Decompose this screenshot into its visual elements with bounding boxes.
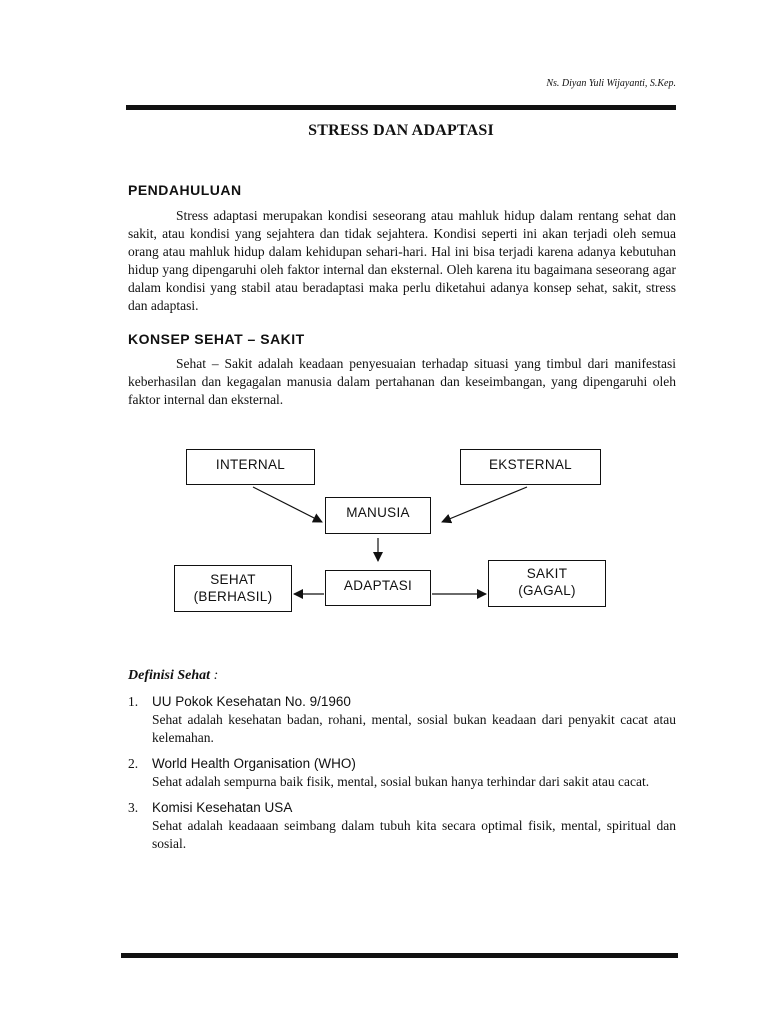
author-credit: Ns. Diyan Yuli Wijayanti, S.Kep. <box>546 78 676 89</box>
list-number: 1. <box>128 694 139 709</box>
diagram-label-sehat: SEHAT <box>210 572 256 587</box>
section-heading-pendahuluan: PENDAHULUAN <box>128 182 242 198</box>
diagram-label-adaptasi: ADAPTASI <box>343 578 413 593</box>
diagram-label-internal: INTERNAL <box>215 457 286 472</box>
definition-source: World Health Organisation (WHO) <box>152 756 356 771</box>
definisi-heading-colon: : <box>210 668 219 683</box>
definition-source: UU Pokok Kesehatan No. 9/1960 <box>152 694 351 709</box>
bottom-rule <box>121 953 678 958</box>
list-item <box>128 693 676 747</box>
list-number: 2. <box>128 756 139 771</box>
diagram-label-gagal: (GAGAL) <box>518 583 576 598</box>
diagram-box-eksternal <box>460 449 601 485</box>
definisi-heading-text: Definisi Sehat <box>128 668 211 683</box>
diagram-box-internal <box>186 449 315 485</box>
definition-text: Sehat adalah keadaaan seimbang dalam tubuh kita secara optimal fisik, mental, spiritual dan sosial. <box>152 818 676 851</box>
diagram-label-berhasil: (BERHASIL) <box>193 589 273 604</box>
diagram-box-sakit <box>488 560 606 607</box>
diagram-box-manusia <box>325 497 431 534</box>
arrow-eksternal-to-manusia <box>442 487 527 522</box>
list-item <box>128 755 676 791</box>
diagram-box-adaptasi <box>325 570 431 606</box>
paragraph-konsep: Sehat – Sakit adalah keadaan penyesuaian terhadap situasi yang timbul dari manifestasi keberhasilan dan kegagalan manusia dalam pertahanan dan keseimbangan, yang dipengaruhi oleh faktor internal dan eksternal. <box>128 356 676 407</box>
definisi-heading <box>128 668 218 684</box>
diagram-box-sehat <box>174 565 292 612</box>
paragraph-pendahuluan: Stress adaptasi merupakan kondisi seseorang atau mahluk hidup dalam rentang sehat dan sakit, atau kondisi yang sejahtera dan tidak sejahtera. Kondisi seperti ini akan terjadi oleh semua orang atau mahluk hidup dalam kehidupan sehari-hari. Hal ini bisa terjadi karena adanya kebutuhan hidup yang dipengaruhi oleh faktor internal dan eksternal. Oleh karena itu bagaimana seseorang agar dalam kondisi yang stabil atau beradaptasi maka perlu diketahui adanya konsep sehat, sakit, stress dan adaptasi. <box>128 208 676 313</box>
top-rule <box>126 105 676 110</box>
document-title: STRESS DAN ADAPTASI <box>308 122 494 139</box>
definition-list <box>128 693 676 861</box>
diagram-label-manusia: MANUSIA <box>346 505 410 520</box>
definition-text: Sehat adalah kesehatan badan, rohani, mental, sosial bukan keadaan dari penyakit cacat atau kelemahan. <box>152 712 676 745</box>
list-number: 3. <box>128 800 139 815</box>
section-heading-konsep: KONSEP SEHAT – SAKIT <box>128 331 305 347</box>
diagram-label-eksternal: EKSTERNAL <box>489 457 572 472</box>
arrow-internal-to-manusia <box>253 487 322 522</box>
definition-text: Sehat adalah sempurna baik fisik, mental, sosial bukan hanya terhindar dari sakit atau cacat. <box>152 774 650 789</box>
diagram-label-sakit: SAKIT <box>526 566 568 581</box>
definition-source: Komisi Kesehatan USA <box>152 800 293 815</box>
list-item <box>128 799 676 853</box>
